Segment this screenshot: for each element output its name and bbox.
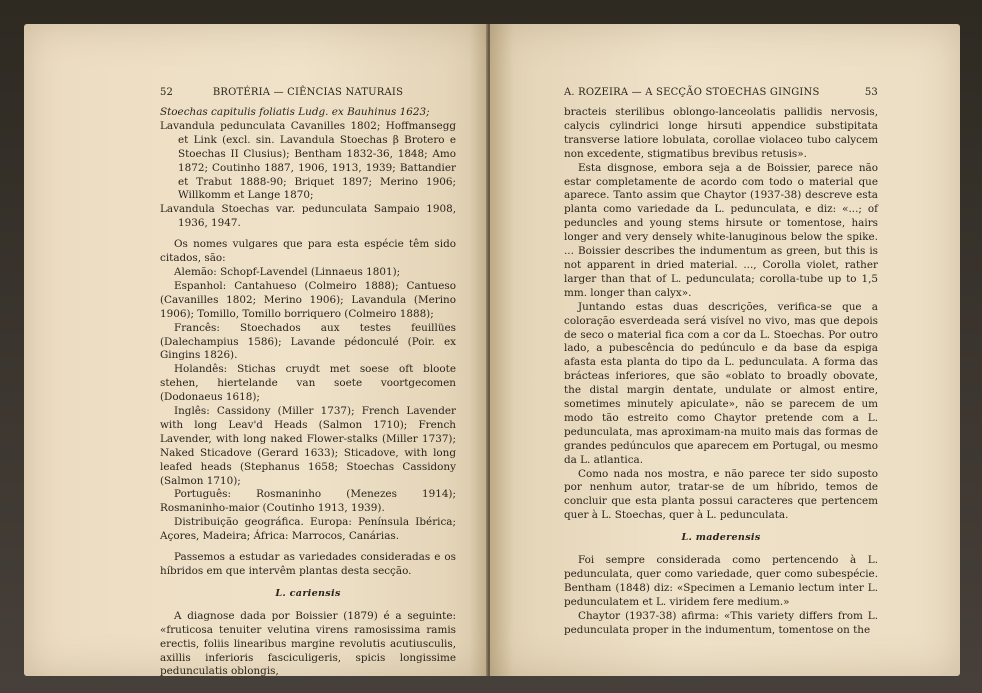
left-header	[160, 86, 456, 100]
synonym-line: Stoechas capitulis foliatis Ludg. ex Bauhinus 1623;	[160, 106, 430, 118]
right-running-head: A. ROZEIRA — A SECÇÃO STOECHAS GINGINS	[564, 87, 820, 98]
section-heading-maderensis: L. maderensis	[681, 532, 761, 544]
right-text-column	[564, 86, 878, 638]
right-page	[490, 24, 960, 676]
paragraph: Passemos a estudar as variedades consideradas e os híbridos em que intervêm plantas desta secção.	[160, 551, 456, 577]
paragraph: Os nomes vulgares que para esta espécie têm sido citados, são:	[160, 238, 456, 265]
right-page-number: 53	[864, 87, 878, 98]
section-heading-cariensis: L. cariensis	[275, 587, 341, 599]
vernacular-entry: Francês: Stoechados aux testes feuillües (Dalechampius 1586); Lavande pédonculé (Poir. ex Gingins 1826).	[160, 321, 456, 362]
vernacular-entry: Holandês: Stichas cruydt met soese oft bloote stehen, hiertelande van soete voortgecomen (Dodonaeus 1618);	[160, 363, 456, 404]
paragraph: Foi sempre considerada como pertencendo à L. pedunculata, quer como variedade, quer como subespécie. Bentham (1848) diz: «Specimen a Lemanio lectum inter L. pedunculatem et L. viridem fere medium.»	[564, 554, 878, 608]
left-page-number: 52	[160, 87, 174, 98]
paragraph: bracteis sterilibus oblongo-lanceolatis pallidis nervosis, calycis cylindrici longe hirsuti appendice substipitata transverse latiore lobulata, corollae violaceo tubo calycem non excedente, stigmatibus brevibus retusis».	[564, 106, 878, 160]
vernacular-entry: Português: Rosmaninho (Menezes 1914); Rosmaninho-maior (Coutinho 1913, 1939).	[160, 488, 456, 515]
paragraph: A diagnose dada por Boissier (1879) é a seguinte: «fruticosa tenuiter velutina virens ramosissima ramis erectis, foliis linearibus margine revolutis acutiusculis, axillis inferioris fasciculigeris, spicis longissime pedunculatis oblongis,	[160, 609, 456, 676]
paragraph: Esta disgnose, embora seja a de Boissier, parece não estar completamente de acordo com todo o material que aparece. Tanto assim que Chaytor (1937-38) descreve esta planta como variedade da L. pedunculata, e diz: «...; of peduncles and young stems hirsute or tomentose, hairs longer and very densely white-lanuginous below the spike. ... Boissier describes the indumentum as green, but this is not apparent in dried material. ..., Corolla violet, rather larger than that of L. pedunculata; corolla-tube up to 1,5 mm. longer than calyx».	[564, 161, 878, 299]
left-running-head: BROTÉRIA — CIÊNCIAS NATURAIS	[212, 87, 404, 98]
synonym-line: Lavandula pedunculata Cavanilles 1802; Hoffmansegg et Link (excl. sin. Lavandula Stoechas β Brotero e Stoechas II Clusius); Bentham 1832-36, 1848; Amo 1872; Coutinho 1887, 1906, 1913, 1939; Battandier et Trabut 1888-90; Briquet 1897; Merino 1906; Willkomm et Lange 1870;	[160, 119, 456, 202]
paragraph: Chaytor (1937-38) afirma: «This variety differs from L. pedunculata proper in the indumentum, tomentose on the	[564, 609, 878, 636]
paragraph: Juntando estas duas descrições, verifica-se que a coloração esverdeada será visível no vivo, mas que depois de seco o material fica com a cor da L. Stoechas. Por outro lado, a pubescência do pedúnculo e da base da espiga afasta esta planta do tipo da L. pedunculata. A forma das brácteas inferiores, que são «oblato to broadly obovate, the distal margin dentate, undulate or almost entire, sometimes minutely apiculate», não se parecem de um modo tão estreito como Chaytor pretende com a L. pedunculata, mas aproximam-na muito mais das formas de grandes pedúnculos que aparecem em Portugal, ou mesmo da L. atlantica.	[564, 300, 878, 466]
left-page	[24, 24, 488, 676]
vernacular-entry: Alemão: Schopf-Lavendel (Linnaeus 1801);	[174, 265, 401, 278]
vernacular-entry: Inglês: Cassidony (Miller 1737); French Lavender with long Leav'd Heads (Salmon 1710); French Lavender, with long naked Flower-stalks (Miller 1737); Naked Sticadove (Gerard 1633); Sticadove, with long leafed heads (Stephanus 1658; Stoechas Cassidony (Salmon 1710);	[160, 405, 456, 487]
right-header	[564, 86, 878, 100]
left-text-column	[160, 86, 456, 676]
distribution: Distribuição geográfica. Europa: Península Ibérica; Açores, Madeira; África: Marrocos, Canárias.	[160, 516, 456, 543]
vernacular-entry: Espanhol: Cantahueso (Colmeiro 1888); Cantueso (Cavanilles 1802; Merino 1906); Lavandula (Merino 1906); Tomillo, Tomillo borriquero (Colmeiro 1888);	[160, 279, 456, 320]
synonym-line: Lavandula Stoechas var. pedunculata Sampaio 1908, 1936, 1947.	[160, 203, 456, 230]
paragraph: Como nada nos mostra, e não parece ter sido suposto por nenhum autor, tratar-se de um híbrido, temos de concluir que esta planta possui caracteres que pertencem quer à L. Stoechas, quer à L. pedunculata.	[564, 467, 878, 522]
